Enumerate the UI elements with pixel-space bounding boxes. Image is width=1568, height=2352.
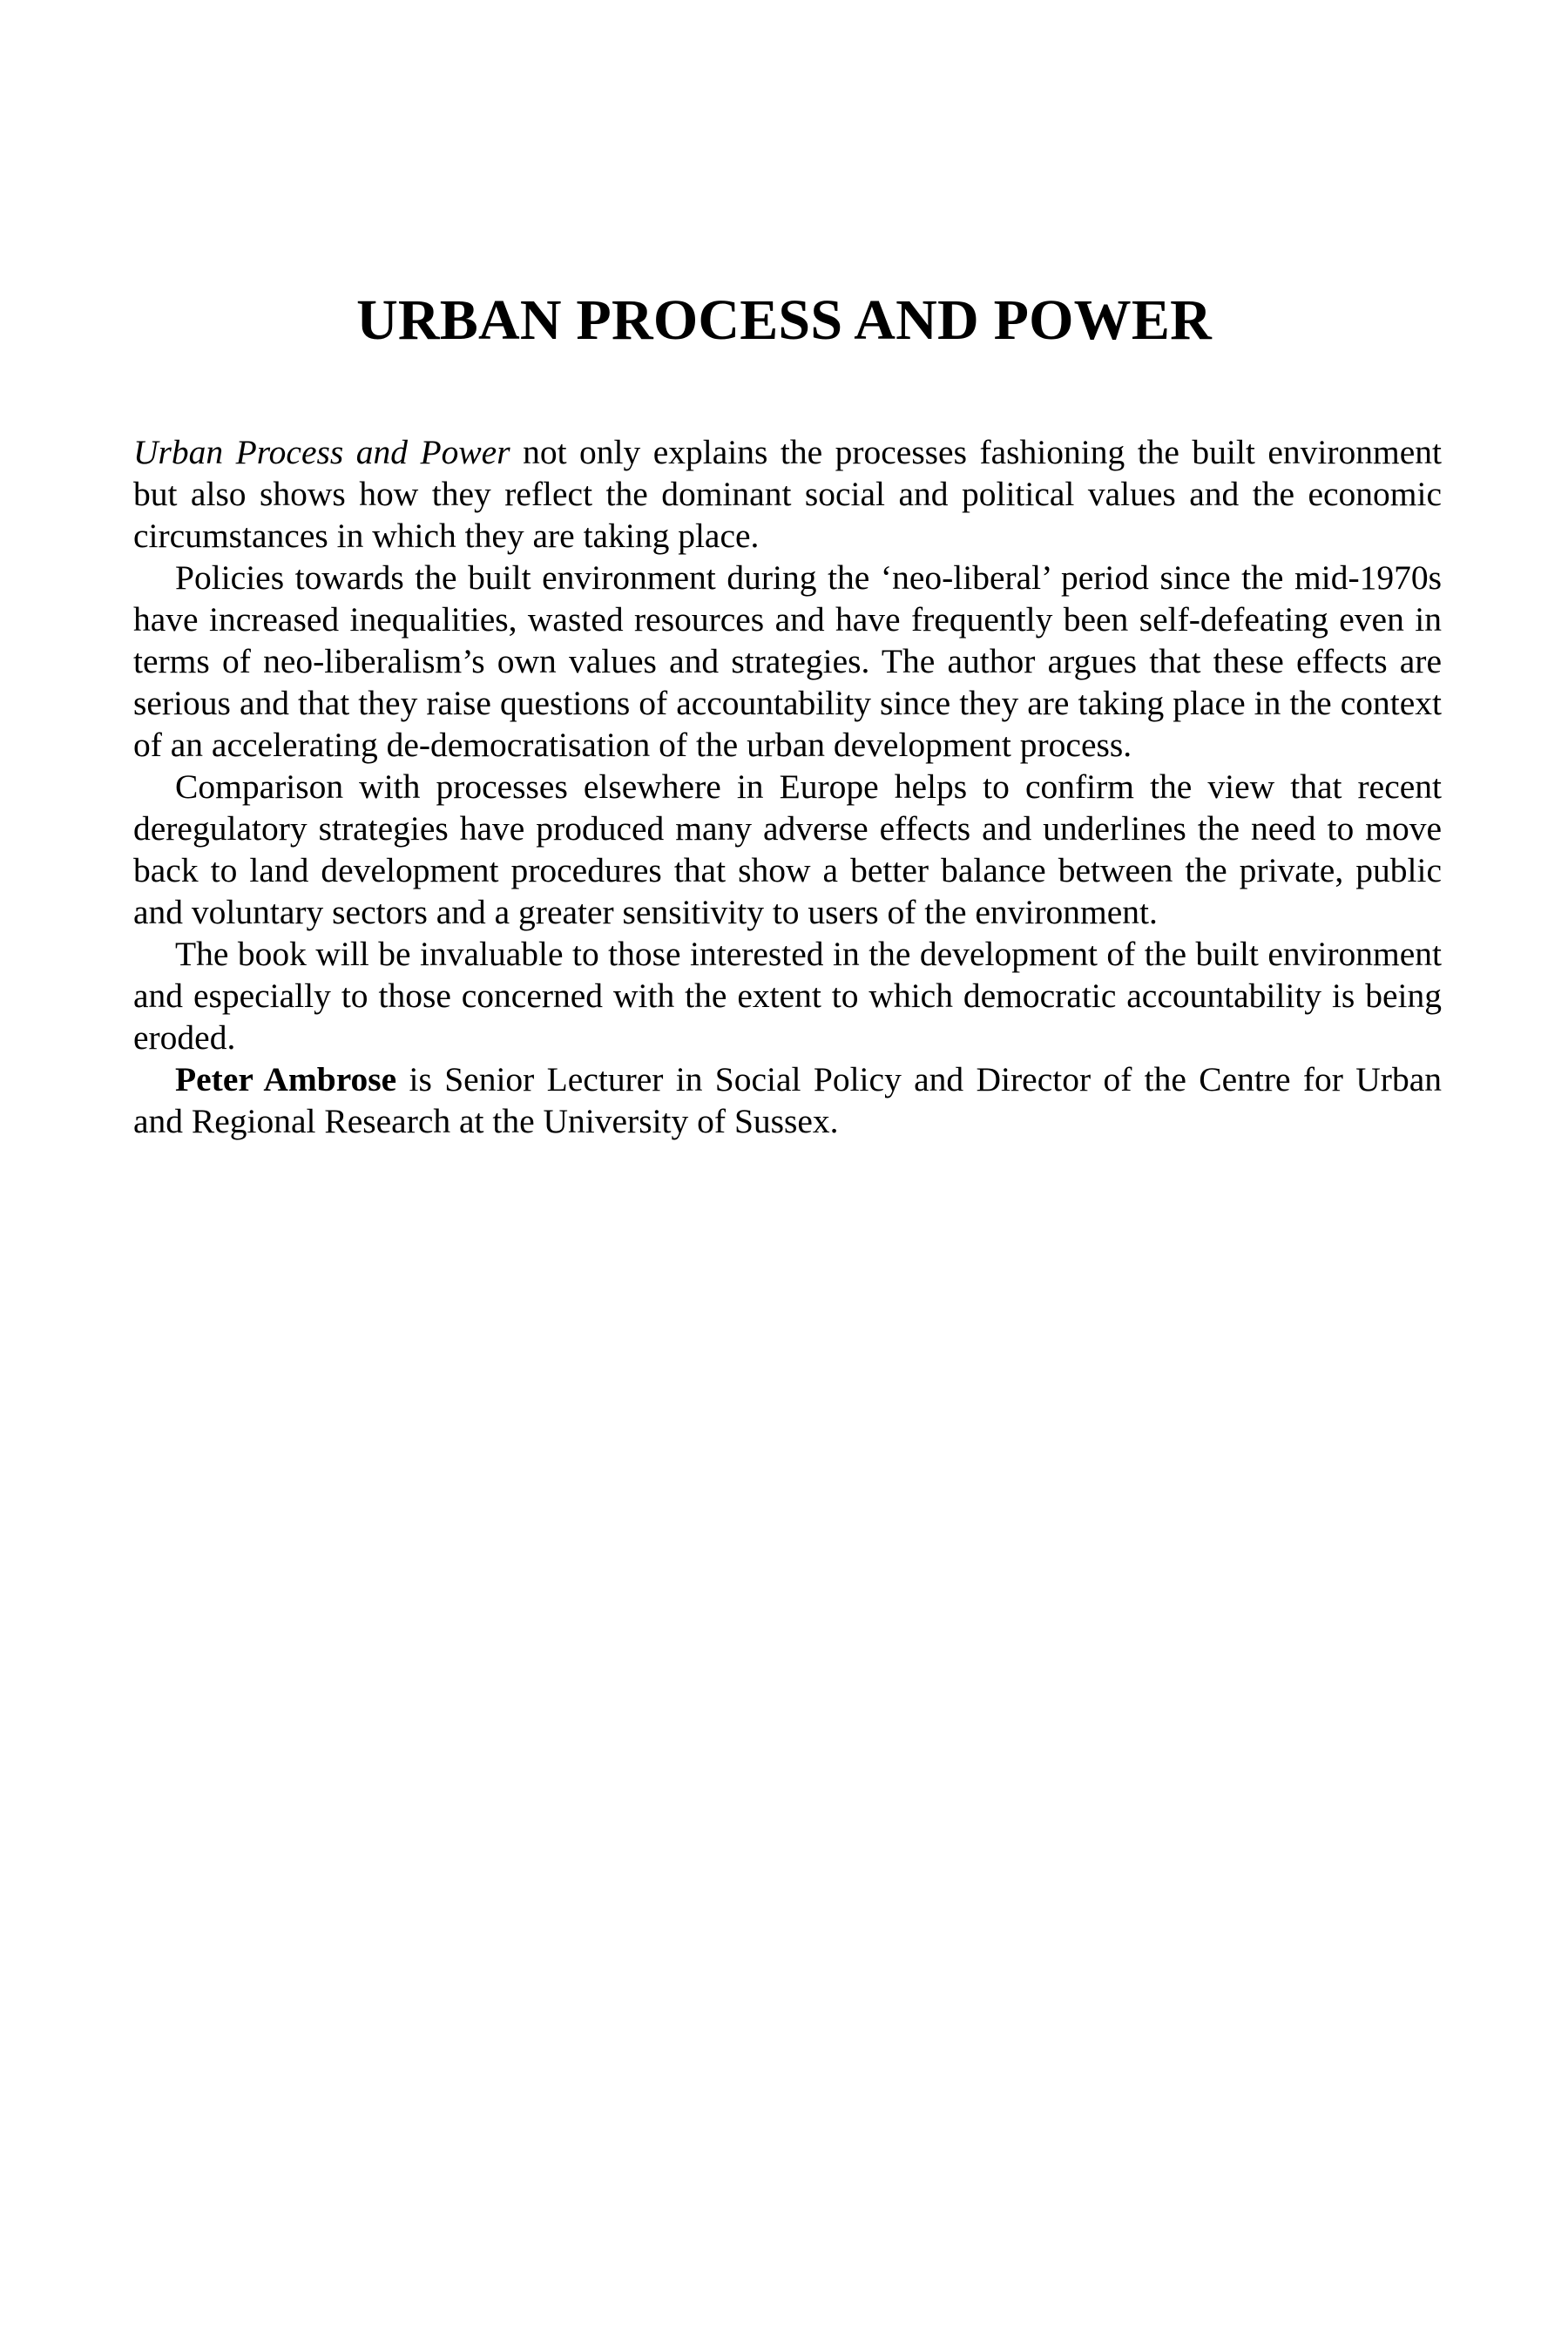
blurb-paragraph-3: Comparison with processes elsewhere in Europe helps to confirm the view that recent deregulatory strategies have produced many adverse effects and underlines the need to move back to land development procedures that show a better balance between the private, public and voluntary sectors and a greater sensitivity to users of the environment. [133,767,1442,931]
page-title: URBAN PROCESS AND POWER [356,288,1212,352]
blurb-body [133,431,1442,1142]
author-name: Peter Ambrose [175,1060,397,1098]
author-bio-paragraph [133,1058,1442,1142]
blurb-paragraph-4: The book will be invaluable to those interested in the development of the built environment and especially to those concerned with the extent to which democratic accountability is being eroded. [133,935,1442,1057]
blurb-paragraph-1 [133,431,1442,557]
book-title-italic: Urban Process and Power [133,433,510,471]
paragraph-1-text: not only explains the processes fashioning the built environment but also shows how they reflect the dominant social and political values and the economic circumstances in which they are taking place. [133,433,1442,555]
blurb-paragraph-2: Policies towards the built environment during the ‘neo-liberal’ period since the mid-1970s have increased inequalities, wasted resources and have frequently been self-defeating even in terms of neo-liberalism’s own values and strategies. The author argues that these effects are serious and that they raise questions of accountability since they are taking place in the context of an accelerating de-democratisation of the urban development process. [133,558,1442,764]
author-bio-text: is Senior Lecturer in Social Policy and Director of the Centre for Urban and Regional Research at the University of Sussex. [133,1060,1442,1140]
